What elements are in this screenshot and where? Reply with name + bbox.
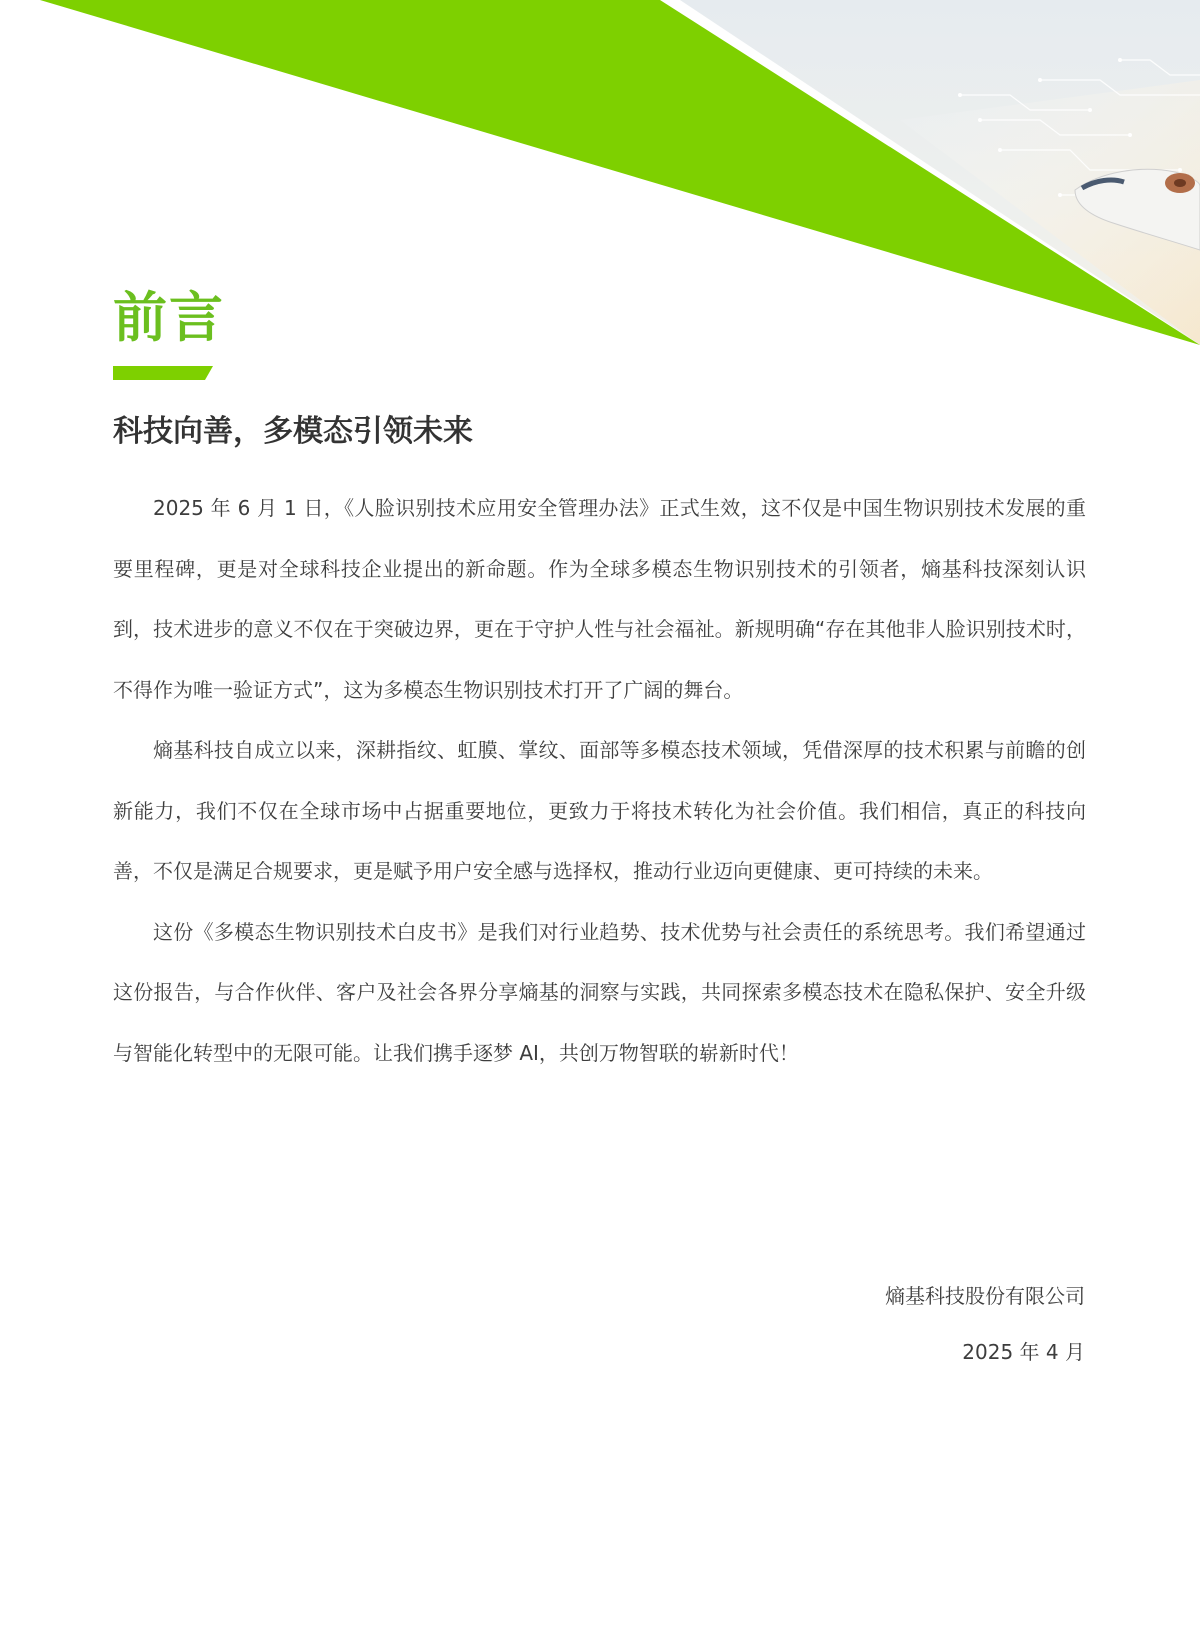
body-text <box>113 478 1086 1083</box>
paragraph-3: 这份《多模态生物识别技术白皮书》是我们对行业趋势、技术优势与社会责任的系统思考。我们希望通过这份报告，与合作伙伴、客户及社会各界分享熵基的洞察与实践，共同探索多模态技术在隐私保护、安全升级与智能化转型中的无限可能。让我们携手逐梦 AI，共创万物智联的崭新时代！ <box>113 919 1086 1065</box>
paragraph-2: 熵基科技自成立以来，深耕指纹、虹膜、掌纹、面部等多模态技术领域，凭借深厚的技术积累与前瞻的创新能力，我们不仅在全球市场中占据重要地位，更致力于将技术转化为社会价值。我们相信，真正的科技向善，不仅是满足合规要求，更是赋予用户安全感与选择权，推动行业迈向更健康、更可持续的未来。 <box>113 738 1086 883</box>
title-underline-accent <box>113 366 213 380</box>
paragraph-1: 2025 年 6 月 1 日，《人脸识别技术应用安全管理办法》正式生效，这不仅是中国生物识别技术发展的重要里程碑，更是对全球科技企业提出的新命题。作为全球多模态生物识别技术的引领者，熵基科技深刻认识到，技术进步的意义不仅在于突破边界，更在于守护人性与社会福祉。新规明确“存在其他非人脸识别技术时，不得作为唯一验证方式”，这为多模态生物识别技术打开了广阔的舞台。 <box>113 496 1086 702</box>
signature-date: 2025 年 4 月 <box>962 1340 1085 1364</box>
company-name: 熵基科技股份有限公司 <box>885 1284 1085 1308</box>
signature-block <box>885 1268 1085 1380</box>
section-subtitle: 科技向善，多模态引领未来 <box>113 414 473 449</box>
page-title: 前言 <box>113 286 225 349</box>
